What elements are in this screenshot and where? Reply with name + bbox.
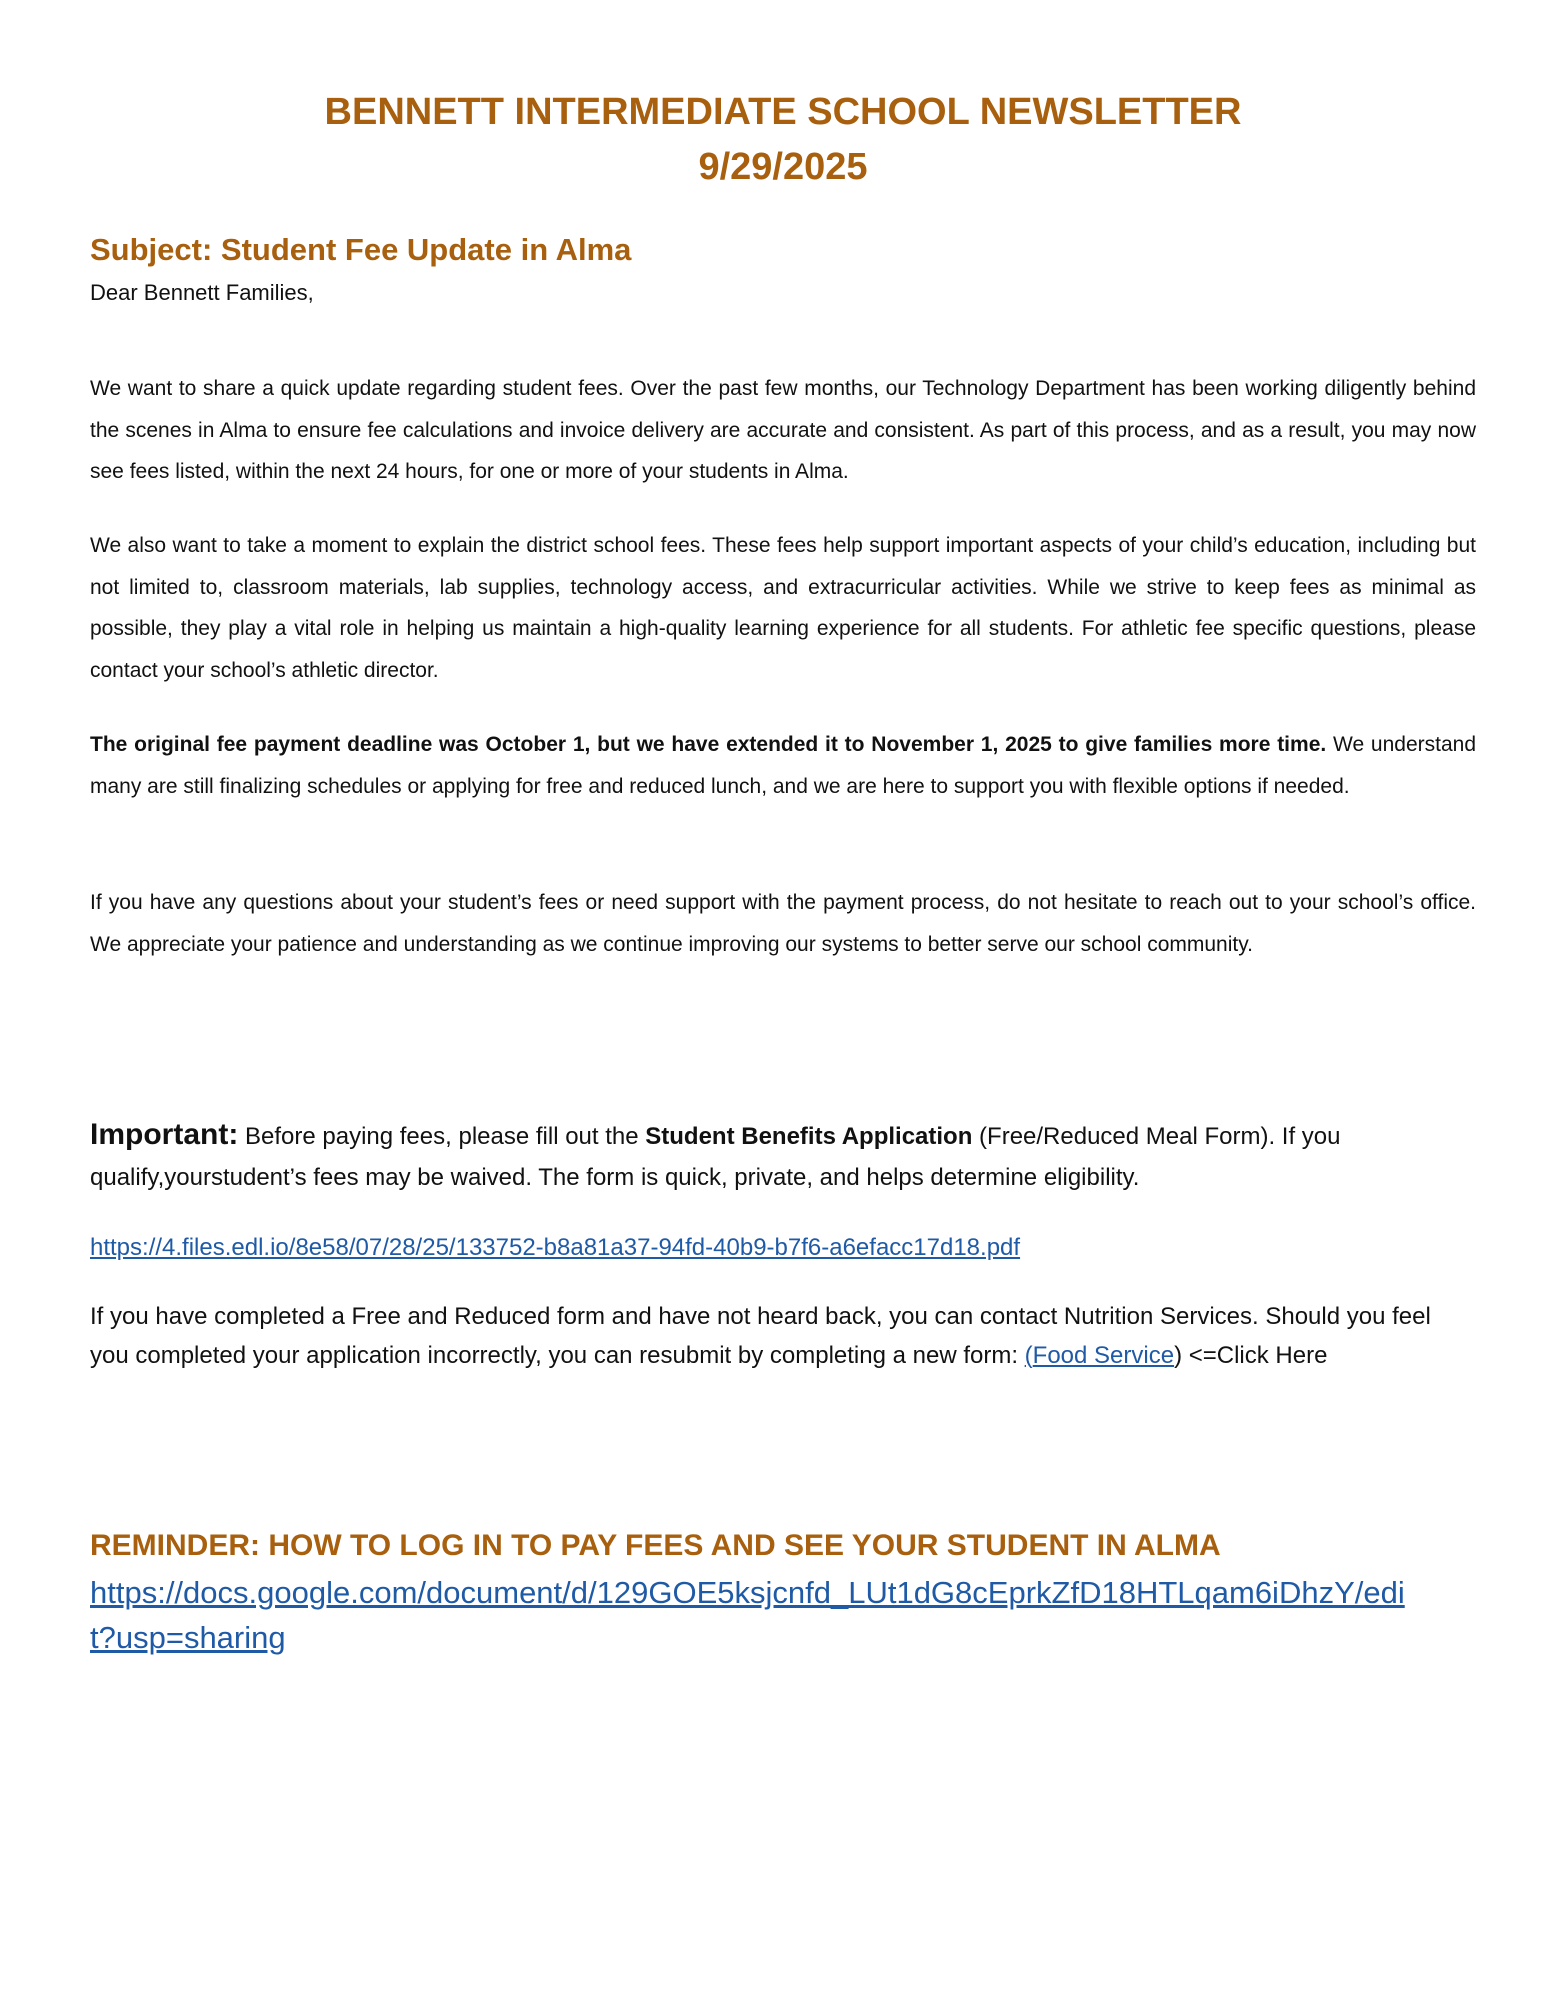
login-instructions-link[interactable]: https://docs.google.com/document/d/129GOE5ksjcnfd_LUt1dG8cEprkZfD18HTLqam6iDhzY/edit?usp=sharing bbox=[90, 1575, 1405, 1655]
food-service-link[interactable]: Food Service bbox=[1032, 1342, 1175, 1369]
food-service-text-after: ) <=Click Here bbox=[1174, 1342, 1328, 1369]
food-service-paragraph bbox=[90, 1297, 1476, 1375]
paragraph-questions: If you have any questions about your student’s fees or need support with the payment process, do not hesitate to reach out to your school’s office. We appreciate your patience and understanding as we continue improving our systems to better serve our school community. bbox=[90, 891, 1476, 956]
benefits-application-pdf-link[interactable]: https://4.files.edl.io/8e58/07/28/25/133752-b8a81a37-94fd-40b9-b7f6-a6efacc17d18.pdf bbox=[90, 1234, 1021, 1261]
newsletter-title: BENNETT INTERMEDIATE SCHOOL NEWSLETTER bbox=[324, 91, 1242, 133]
deadline-rest-text: We understand many are still finalizing schedules or applying for free and reduced lunch, and we are here to support you with flexible options if needed. bbox=[90, 733, 1477, 798]
food-service-text-before: If you have completed a Free and Reduced form and have not heard back, you can contact Nutrition Services. Should you feel you completed your application incorrectly, you can resubmit by completing a new form: bbox=[90, 1303, 1431, 1369]
salutation: Dear Bennett Families, bbox=[90, 280, 314, 305]
important-text-before: Before paying fees, please fill out the bbox=[238, 1123, 646, 1150]
reminder-heading: REMINDER: HOW TO LOG IN TO PAY FEES AND SEE YOUR STUDENT IN ALMA bbox=[90, 1529, 1221, 1562]
subject-heading: Subject: Student Fee Update in Alma bbox=[90, 232, 632, 267]
benefits-application-name: Student Benefits Application bbox=[645, 1123, 973, 1150]
important-notice bbox=[90, 1114, 1476, 1198]
deadline-bold-text: The original fee payment deadline was October 1, but we have extended it to November 1, 2025 to give families more time. bbox=[90, 733, 1327, 756]
paragraph-fee-update: We want to share a quick update regarding student fees. Over the past few months, our Technology Department has been working diligently behind the scenes in Alma to ensure fee calculations and invoice delivery are accurate and consistent. As part of this process, and as a result, you may now see fees listed, within the next 24 hours, for one or more of your students in Alma. bbox=[90, 377, 1476, 483]
newsletter-date: 9/29/2025 bbox=[698, 146, 868, 188]
important-label: Important: bbox=[90, 1118, 239, 1151]
paragraph-fee-explanation: We also want to take a moment to explain the district school fees. These fees help support important aspects of your child’s education, including but not limited to, classroom materials, lab supplies, technology access, and extracurricular activities. While we strive to keep fees as minimal as possible, they play a vital role in helping us maintain a high-quality learning experience for all students. For athletic fee specific questions, please contact your school’s athletic director. bbox=[90, 534, 1476, 682]
important-text-after: (Free/Reduced Meal Form). If you qualify,yourstudent’s fees may be waived. The form is quick, private, and helps determine eligibility. bbox=[90, 1123, 1341, 1191]
food-service-open-paren: ( bbox=[1024, 1342, 1033, 1369]
paragraph-deadline bbox=[90, 724, 1476, 807]
